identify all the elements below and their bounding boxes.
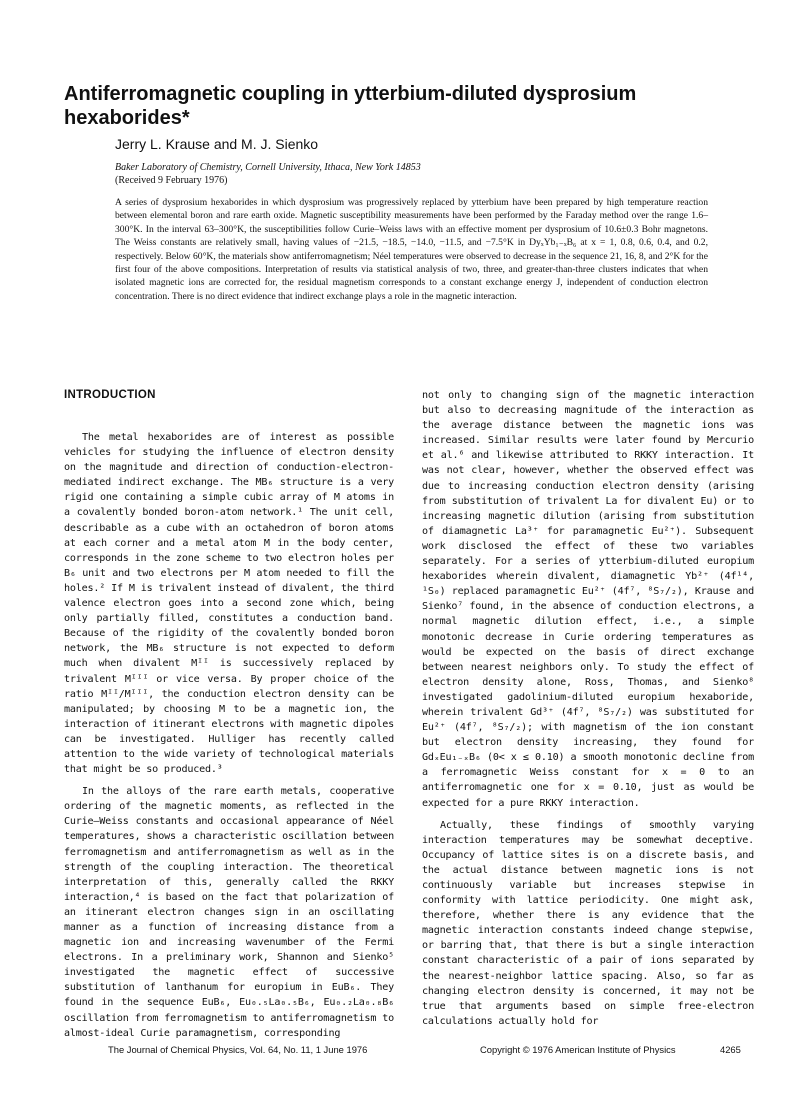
- body-paragraph: In the alloys of the rare earth metals, cooperative ordering of the magnetic moments, as reflected in the Curie–Weiss constants and occasional appearance of Néel temperatures, shows a characteristic oscillation between ferromagnetism and antiferromagnetism as well as in the strength of the coupling interaction. The theoretical interpretation of this, generally called the RKKY interaction,⁴ is based on the fact that polarization of an itinerant electron changes sign in an oscillating manner as a function of increasing distance from a magnetic ion and increasing wavenumber of the Fermi electrons. In a preliminary work, Shannon and Sienko⁵ investigated the magnetic effect of successive substitution of lanthanum for europium in EuB₆. They found in the sequence EuB₆, Eu₀.₅La₀.₅B₆, Eu₀.₂La₀.₈B₆ oscillation from ferromagnetism to antiferromagnetism to almost-ideal Curie paramagnetism, corresponding: [64, 786, 394, 1039]
- body-paragraph: Actually, these findings of smoothly varying interaction temperatures may be somewhat deceptive. Occupancy of lattice sites is on a discrete basis, and the actual distance between magnetic ions is not continuously variable but increases stepwise in conformity with lattice periodicity. One might ask, therefore, whether there is any evidence that the magnetic interaction constants indeed change stepwise, or barring that, that there is but a single interaction constant characteristic of a pair of ions separated by the nearest-neighbor lattice spacing. Also, so far as changing electron density is concerned, it may not be true that arguments based on simple free-electron calculations actually hold for: [422, 819, 754, 1027]
- left-column: [64, 388, 394, 1041]
- author-list: Jerry L. Krause and M. J. Sienko: [115, 136, 319, 152]
- abstract: A series of dysprosium hexaborides in which dysprosium was progressively replaced by ytterbium have been prepared by high temperature reaction between elemental boron and rare earth oxide. Magnetic susceptibility measurements have been performed by the Faraday method over the range 1.6–300°K. In the interval 63–300°K, the susceptibilities follow Curie–Weiss laws with an effective moment per dysprosium of 10.6±0.3 Bohr magnetons. The Weiss constants are relatively small, having values of −21.5, −18.5, −14.0, −11.5, and −7.5°K in DyₓYb₁₋ₓB₆ at x = 1, 0.8, 0.6, 0.4, and 0.2, respectively. Below 60°K, the materials show antiferromagnetism; Néel temperatures were observed to decrease in the sequence 21, 16, 8, and 2°K for the first four of the above compositions. Interpretation of results via statistical analysis of two, three, and greater-than-three clusters indicates that when isolated magnetic ions are corrected for, the residual magnetism corresponds to a constant exchange energy J, independent of conduction electron concentration. There is no direct evidence that indirect exchange plays a role in the magnetic interaction.: [115, 197, 708, 302]
- paper-title: Antiferromagnetic coupling in ytterbium-diluted dysprosium hexaborides*: [64, 83, 637, 129]
- right-column: [422, 388, 754, 1029]
- affiliation: Baker Laboratory of Chemistry, Cornell University, Ithaca, New York 14853: [115, 162, 421, 173]
- body-paragraph: The metal hexaborides are of interest as possible vehicles for studying the influence of electron density on the magnitude and direction of conduction-electron-mediated indirect exchange. The MB₆ structure is a very rigid one containing a simple cubic array of M atoms in a covalently bonded boron-atom network.¹ The unit cell, describable as a cube with an octahedron of boron atoms at each corner and a metal atom M in the body center, corresponds in the zone scheme to two electron holes per B₆ unit and two electrons per M atom needed to fill the holes.² If M is trivalent instead of divalent, the third valence electron goes into a second zone which, being only partially filled, constitutes a conduction band. Because of the rigidity of the covalently bonded boron network, the MB₆ structure is not expected to deform much when divalent Mᴵᴵ is successively replaced by trivalent Mᴵᴵᴵ or vice versa. By proper choice of the ratio Mᴵᴵ/Mᴵᴵᴵ, the conduction electron density can be manipulated; by choosing M to be a magnetic ion, the interaction of itinerant electrons with magnetic dipoles can be investigated. Hulliger has recently called attention to the wide variety of technological materials that might be so produced.³: [64, 432, 394, 776]
- section-heading: INTRODUCTION: [64, 389, 156, 401]
- affiliation-block: [115, 162, 675, 187]
- journal-citation: The Journal of Chemical Physics, Vol. 64, No. 11, 1 June 1976: [108, 1044, 368, 1055]
- copyright-notice: Copyright © 1976 American Institute of Physics: [480, 1044, 676, 1055]
- page-number: 4265: [720, 1044, 741, 1055]
- received-date: (Received 9 February 1976): [115, 174, 228, 186]
- body-paragraph: not only to changing sign of the magnetic interaction but also to decreasing magnitude of the interaction as the average distance between the magnetic ions was increased. Similar results were later found by Mercurio et al.⁶ and likewise attributed to RKKY interaction. It was not clear, however, whether the observed effect was due to increasing conduction electron density (arising from substitution of trivalent La for divalent Eu) or to increasing magnetic dilution (arising from substitution of diamagnetic La³⁺ for paramagnetic Eu²⁺). Subsequent work disclosed the effect of these two variables separately. For a series of ytterbium-diluted europium hexaborides wherein divalent, diamagnetic Yb²⁺ (4f¹⁴, ¹S₀) replaced paramagnetic Eu²⁺ (4f⁷, ⁸S₇/₂), Krause and Sienko⁷ found, in the absence of conduction electrons, a normal magnetic dilution effect, i.e., a simple monotonic decrease in Curie ordering temperatures as would be expected on the basis of direct exchange between nearest neighbors only. To study the effect of electron density alone, Ross, Thomas, and Sienko⁸ investigated gadolinium-diluted europium hexaboride, wherein trivalent Gd³⁺ (4f⁷, ⁸S₇/₂) was substituted for Eu²⁺ (4f⁷, ⁸S₇/₂); with magnetism of the ion constant but electron density increasing, they found for GdₓEu₁₋ₓB₆ (0< x ≤ 0.10) a smooth monotonic decline from a ferromagnetic Weiss constant for x = 0 to an antiferromagnetic one for x = 0.10, just as would be expected for a pure RKKY interaction.: [422, 390, 754, 809]
